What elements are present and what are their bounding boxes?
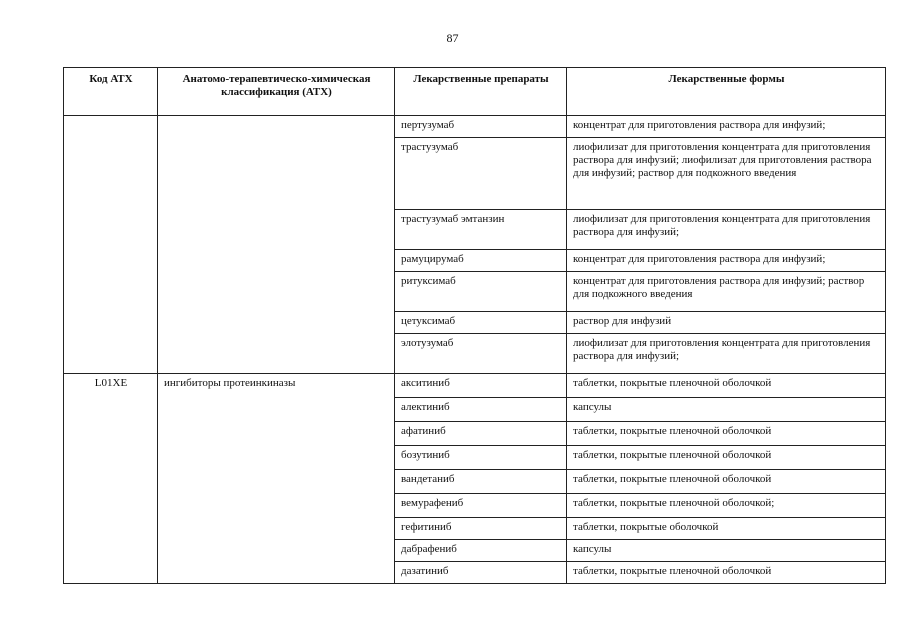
atx-drug-table: [63, 67, 886, 584]
atx-classification-cell: ингибиторы протеинкиназы: [158, 374, 395, 584]
drug-name-cell: трастузумаб эмтанзин: [395, 210, 567, 250]
dosage-form-cell: таблетки, покрытые оболочкой: [567, 518, 886, 540]
drug-name-cell: ритуксимаб: [395, 272, 567, 312]
dosage-form-cell: таблетки, покрытые пленочной оболочкой: [567, 374, 886, 398]
header-atx-classification: Анатомо-терапевтическо-химическая классификация (АТХ): [158, 68, 395, 116]
drug-name-cell: элотузумаб: [395, 334, 567, 374]
atx-code-cell: L01XE: [64, 374, 158, 584]
dosage-form-cell: капсулы: [567, 398, 886, 422]
drug-name-cell: трастузумаб: [395, 138, 567, 210]
atx-classification-cell: [158, 116, 395, 374]
page-number: 87: [446, 31, 459, 45]
dosage-form-cell: капсулы: [567, 540, 886, 562]
header-atx-code: Код АТХ: [64, 68, 158, 116]
dosage-form-cell: концентрат для приготовления раствора для инфузий;: [567, 250, 886, 272]
dosage-form-cell: концентрат для приготовления раствора для инфузий; раствор для подкожного введения: [567, 272, 886, 312]
dosage-form-cell: таблетки, покрытые пленочной оболочкой: [567, 422, 886, 446]
drug-name-cell: бозутиниб: [395, 446, 567, 470]
table-row: [64, 116, 886, 138]
drug-name-cell: афатиниб: [395, 422, 567, 446]
drug-name-cell: гефитиниб: [395, 518, 567, 540]
table-header-row: [64, 68, 886, 116]
dosage-form-cell: лиофилизат для приготовления концентрата для приготовления раствора для инфузий; лиофилизат для приготовления раствора для инфузий; раствор для подкожного введения: [567, 138, 886, 210]
drug-name-cell: вандетаниб: [395, 470, 567, 494]
drug-name-cell: пертузумаб: [395, 116, 567, 138]
dosage-form-cell: лиофилизат для приготовления концентрата для приготовления раствора для инфузий;: [567, 334, 886, 374]
drug-name-cell: рамуцирумаб: [395, 250, 567, 272]
table-row: [64, 374, 886, 398]
dosage-form-cell: лиофилизат для приготовления концентрата для приготовления раствора для инфузий;: [567, 210, 886, 250]
drug-name-cell: алектиниб: [395, 398, 567, 422]
dosage-form-cell: раствор для инфузий: [567, 312, 886, 334]
drug-name-cell: цетуксимаб: [395, 312, 567, 334]
table-body: [64, 116, 886, 584]
atx-code-cell: [64, 116, 158, 374]
dosage-form-cell: таблетки, покрытые пленочной оболочкой: [567, 446, 886, 470]
dosage-form-cell: концентрат для приготовления раствора для инфузий;: [567, 116, 886, 138]
drug-name-cell: дабрафениб: [395, 540, 567, 562]
dosage-form-cell: таблетки, покрытые пленочной оболочкой;: [567, 494, 886, 518]
drug-name-cell: вемурафениб: [395, 494, 567, 518]
dosage-form-cell: таблетки, покрытые пленочной оболочкой: [567, 470, 886, 494]
drug-name-cell: дазатиниб: [395, 562, 567, 584]
header-drugs: Лекарственные препараты: [395, 68, 567, 116]
dosage-form-cell: таблетки, покрытые пленочной оболочкой: [567, 562, 886, 584]
drug-name-cell: акситиниб: [395, 374, 567, 398]
header-dosage-forms: Лекарственные формы: [567, 68, 886, 116]
